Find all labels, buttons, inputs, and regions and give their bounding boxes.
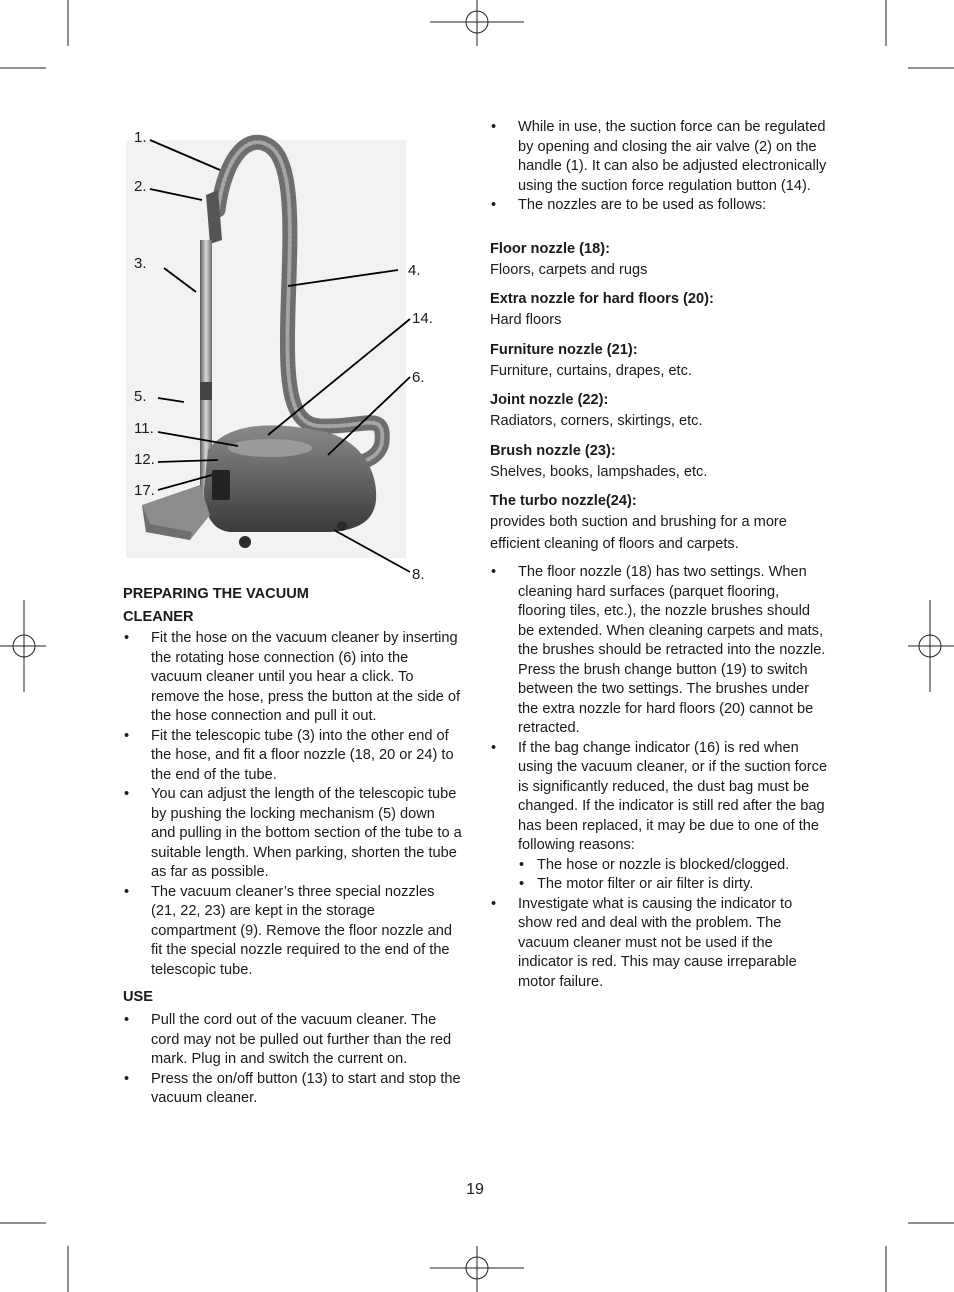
list-item: • You can adjust the length of the telescopic tube by pushing the locking mechanism (5) down and pulling in the bottom section of the tube to a suitable length. When parking, shorten the tube as far as possible. [123, 785, 463, 883]
settings-list [490, 563, 830, 992]
sub-list [518, 856, 830, 895]
callout-label: 14. [412, 310, 433, 327]
nozzle-entry [490, 289, 830, 332]
list-item: • The nozzles are to be used as follows: [490, 196, 830, 216]
callout-label: 4. [408, 262, 421, 279]
callout-label: 1. [134, 129, 147, 146]
callout-label: 17. [134, 482, 155, 499]
nozzle-entry [490, 491, 830, 555]
list-item: • Press the on/off button (13) to start and stop the vacuum cleaner. [123, 1070, 463, 1109]
list-item: • Pull the cord out of the vacuum cleaner. The cord may not be pulled out further than the red mark. Plug in and switch the current on. [123, 1011, 463, 1070]
nozzle-entry [490, 340, 830, 383]
nozzle-entry [490, 239, 830, 282]
list-item: • Fit the hose on the vacuum cleaner by inserting the rotating hose connection (6) into the vacuum cleaner until you hear a click. To remove the hose, press the button at the side of the hose connection and pull it out. [123, 629, 463, 727]
nozzle-name: Furniture nozzle (21): [490, 341, 638, 358]
sub-list-item: • The hose or nozzle is blocked/clogged. [518, 856, 830, 876]
nozzle-list [490, 239, 830, 556]
nozzle-name: Brush nozzle (23): [490, 442, 616, 459]
section-heading-use: USE [123, 989, 154, 1005]
vacuum-cleaner-illustration [120, 120, 440, 590]
nozzle-description: provides both suction and brushing for a more efficient cleaning of floors and carpets. [490, 514, 787, 552]
list-item: • Investigate what is causing the indicator to show red and deal with the problem. The vacuum cleaner must not be used if the indicator is red. This may cause irreparable motor failure. [490, 895, 830, 993]
nozzle-name: Extra nozzle for hard floors (20): [490, 291, 714, 307]
page-number: 19 [466, 1181, 484, 1198]
nozzle-description: Furniture, curtains, drapes, etc. [490, 362, 692, 379]
nozzle-name: Joint nozzle (22): [490, 392, 609, 408]
registration-mark-top [430, 0, 524, 46]
nozzle-description: Floors, carpets and rugs [490, 261, 648, 278]
list-item: • If the bag change indicator (16) is red when using the vacuum cleaner, or if the suction force is significantly reduced, the dust bag must be changed. If the indicator is still red after the bag has been replaced, it may be due to one of the following reasons: • The hose or nozzle is blocked/clogged. • The motor filter or air filter is dirty. [490, 739, 830, 895]
callout-label: 11. [134, 420, 154, 437]
list-item: • The floor nozzle (18) has two settings. When cleaning hard surfaces (parquet flooring, flooring tiles, etc.), the nozzle brushes should be extended. When cleaning carpets and mats, the brushes should be retracted into the nozzle. Press the brush change button (19) to switch between the two settings. The brushes under the extra nozzle for hard floors (20) cannot be retracted. [490, 563, 830, 739]
callout-label: 8. [412, 566, 425, 583]
registration-mark-left [0, 600, 46, 692]
sub-list-item: • The motor filter or air filter is dirty. [518, 875, 830, 895]
nozzle-name: The turbo nozzle(24): [490, 493, 637, 509]
list-item: • The vacuum cleaner’s three special nozzles (21, 22, 23) are kept in the storage compartment (9). Remove the floor nozzle and fit the special nozzle required to the end of the telescopic tube. [123, 883, 463, 981]
nozzle-description: Hard floors [490, 312, 562, 328]
list-item: • Fit the telescopic tube (3) into the other end of the hose, and fit a floor nozzle (18, 20 or 24) to the end of the tube. [123, 727, 463, 786]
left-column [123, 583, 463, 1109]
right-column [490, 118, 830, 992]
preparing-list [123, 629, 463, 980]
list-item: • While in use, the suction force can be regulated by opening and closing the air valve (2) on the handle (1). It can also be adjusted electronically using the suction force regulation button (14). [490, 118, 830, 196]
callout-label: 12. [134, 451, 155, 468]
nozzle-description: Radiators, corners, skirtings, etc. [490, 413, 703, 429]
nozzle-description: Shelves, books, lampshades, etc. [490, 463, 708, 480]
callout-label: 6. [412, 369, 425, 386]
use-list [123, 1011, 463, 1109]
vacuum-cleaner-figure [120, 120, 440, 590]
section-heading-preparing: PREPARING THE VACUUM CLEANER [123, 586, 309, 625]
registration-mark-bottom [430, 1246, 524, 1292]
suction-list [490, 118, 830, 216]
nozzle-name: Floor nozzle (18): [490, 240, 610, 257]
registration-mark-right [908, 600, 954, 692]
nozzle-entry [490, 390, 830, 433]
nozzle-entry [490, 441, 830, 484]
callout-label: 3. [134, 255, 147, 272]
callout-label: 5. [134, 388, 147, 405]
callout-label: 2. [134, 178, 147, 195]
